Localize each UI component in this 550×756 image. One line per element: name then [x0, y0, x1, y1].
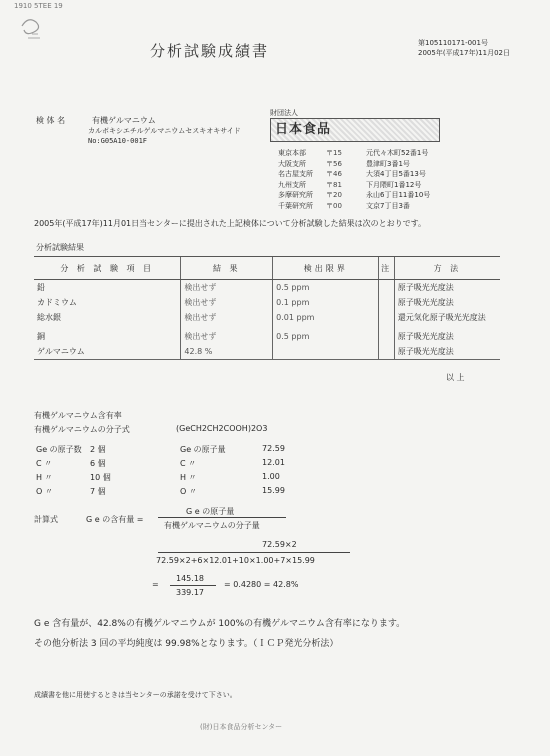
- office-name: 多摩研究所: [278, 191, 313, 200]
- footer-note: 成績書を他に用使するときは当センターの承諾を受けて下さい。: [34, 691, 237, 699]
- calc-numerator-3: 145.18: [176, 574, 204, 583]
- cell-item: 銅: [37, 332, 45, 341]
- office-name: 名古屋支所: [278, 170, 313, 179]
- center-logo-icon: [14, 8, 54, 48]
- office-row: [278, 169, 506, 180]
- atom-count: 6 個: [90, 459, 106, 468]
- office-row: [278, 190, 506, 201]
- office-name: 大阪支所: [278, 159, 306, 168]
- calc-numerator-2: 72.59×2: [262, 540, 297, 549]
- table-row: [34, 329, 500, 344]
- table-row: [34, 280, 500, 296]
- atom-left: O 〃: [36, 487, 53, 496]
- col-item: 分 析 試 験 項 目: [34, 257, 181, 280]
- cell-limit: 0.01 ppm: [273, 310, 379, 325]
- footer-faint: (財)日本食品分析センター: [200, 723, 283, 731]
- office-list: [278, 148, 506, 212]
- document-date: 2005年(平成17年)11月02日: [418, 49, 510, 57]
- office-name: 千葉研究所: [278, 201, 313, 210]
- sample-name-line2: カルボキシエチルゲルマニウムセスキオキサイド: [88, 127, 241, 135]
- intro-text: 2005年(平成17年)11月01日当センターに提出された上記検体について分析試験した結果は次のとおりです。: [34, 219, 427, 228]
- issuer-stamp-text: 日本食品: [275, 122, 332, 137]
- office-row: [278, 201, 506, 212]
- cell-limit: 0.5 ppm: [273, 280, 379, 296]
- atom-mass: 15.99: [262, 486, 285, 495]
- office-address: 元代々木町52番1号: [366, 149, 429, 157]
- office-address: 永山6丁目11番10号: [366, 191, 431, 200]
- atom-right: H 〃: [180, 473, 197, 482]
- results-section-label: 分析試験結果: [36, 243, 84, 252]
- cell-item: 鉛: [37, 283, 45, 292]
- cell-note: [379, 310, 394, 325]
- cell-note: [379, 295, 394, 310]
- office-zip: 〒56: [326, 159, 342, 168]
- cell-note: [379, 329, 394, 344]
- cell-method: 原子吸光光度法: [394, 329, 500, 344]
- office-address: 文京7丁目3番: [366, 201, 410, 210]
- calc-denominator-1: 有機ゲルマニウムの分子量: [164, 521, 260, 530]
- issuer-stamp: [270, 118, 440, 142]
- atom-mass: 12.01: [262, 458, 285, 467]
- results-table: [34, 256, 500, 360]
- sample-label: 検 体 名: [36, 116, 66, 125]
- atom-mass: 1.00: [262, 472, 280, 481]
- office-zip: 〒81: [326, 180, 342, 189]
- content-heading: 有機ゲルマニウム含有率: [34, 411, 122, 420]
- cell-method: 原子吸光光度法: [394, 344, 500, 360]
- cell-limit: [273, 344, 379, 360]
- table-row: [34, 295, 500, 310]
- sample-number: No:G05A10-001F: [88, 137, 148, 145]
- cell-result: 検出せず: [181, 310, 273, 325]
- office-address: 下月隈町1番12号: [366, 180, 422, 189]
- office-row: [278, 148, 506, 159]
- cell-result: 42.8 %: [181, 344, 273, 360]
- col-result: 結 果: [181, 257, 273, 280]
- office-row: [278, 159, 506, 170]
- calc-denominator-2: 72.59×2+6×12.01+10×1.00+7×15.99: [156, 556, 315, 565]
- page-title: 分析試験成績書: [150, 42, 270, 60]
- atom-count: 2 個: [90, 445, 106, 454]
- table-row: [34, 344, 500, 360]
- conclusion-line-2: その他分析法 3 回の平均純度は 99.98%となります。（ＩＣＰ発光分析法）: [34, 639, 339, 649]
- calc-lhs: G e の含有量 =: [86, 515, 144, 524]
- atom-count: 7 個: [90, 487, 106, 496]
- col-note: 注: [379, 257, 394, 280]
- formula-label: 有機ゲルマニウムの分子式: [34, 425, 130, 434]
- cell-result: 検出せず: [181, 295, 273, 310]
- office-address: 大須4丁目5番13号: [366, 170, 426, 179]
- atom-right: O 〃: [180, 487, 197, 496]
- atom-right: Ge の原子量: [180, 445, 226, 454]
- issuer-prefix: 財団法人: [270, 109, 298, 117]
- cell-method: 原子吸光光度法: [394, 295, 500, 310]
- office-name: 東京本部: [278, 149, 306, 157]
- cell-method: 還元気化原子吸光光度法: [394, 310, 500, 325]
- office-name: 九州支所: [278, 180, 306, 189]
- atom-left: Ge の原子数: [36, 445, 82, 454]
- cell-note: [379, 280, 394, 296]
- atom-left: H 〃: [36, 473, 53, 482]
- cell-method: 原子吸光光度法: [394, 280, 500, 296]
- fraction-line-2: [158, 552, 350, 553]
- calc-label: 計算式: [34, 515, 58, 524]
- col-limit: 検出限界: [273, 257, 379, 280]
- office-zip: 〒00: [326, 201, 342, 210]
- office-zip: 〒15: [326, 149, 342, 157]
- calc-equals: =: [152, 580, 159, 589]
- cell-item: 総水銀: [37, 313, 61, 322]
- atom-count: 10 個: [90, 473, 111, 482]
- fraction-line-1: [158, 517, 286, 518]
- cell-result: 検出せず: [181, 280, 273, 296]
- calc-numerator-1: G e の原子量: [186, 507, 235, 516]
- office-address: 豊津町3番1号: [366, 159, 410, 168]
- top-left-faint-text: 1910 5TEE 19: [14, 2, 63, 10]
- cell-limit: 0.1 ppm: [273, 295, 379, 310]
- calc-denominator-3: 339.17: [176, 588, 204, 597]
- atom-right: C 〃: [180, 459, 197, 468]
- office-zip: 〒46: [326, 170, 342, 179]
- table-row: [34, 310, 500, 325]
- cell-note: [379, 344, 394, 360]
- cell-result: 検出せず: [181, 329, 273, 344]
- col-method: 方 法: [394, 257, 500, 280]
- calc-result: = 0.4280 = 42.8%: [224, 580, 299, 589]
- sample-name-line1: 有機ゲルマニウム: [92, 116, 156, 125]
- conclusion-line-1: G e 含有量が、42.8%の有機ゲルマニウムが 100%の有機ゲルマニウム含有率になります。: [34, 619, 406, 629]
- formula: (GeCH2CH2COOH)2O3: [176, 424, 268, 433]
- atom-left: C 〃: [36, 459, 53, 468]
- cell-item: カドミウム: [37, 298, 77, 307]
- atom-mass: 72.59: [262, 444, 285, 453]
- office-zip: 〒20: [326, 191, 342, 200]
- fraction-line-3: [170, 585, 216, 586]
- cell-limit: 0.5 ppm: [273, 329, 379, 344]
- office-row: [278, 180, 506, 191]
- document-number: 第105110171-001号: [418, 39, 488, 47]
- end-mark: 以 上: [446, 373, 465, 382]
- cell-item: ゲルマニウム: [34, 344, 181, 360]
